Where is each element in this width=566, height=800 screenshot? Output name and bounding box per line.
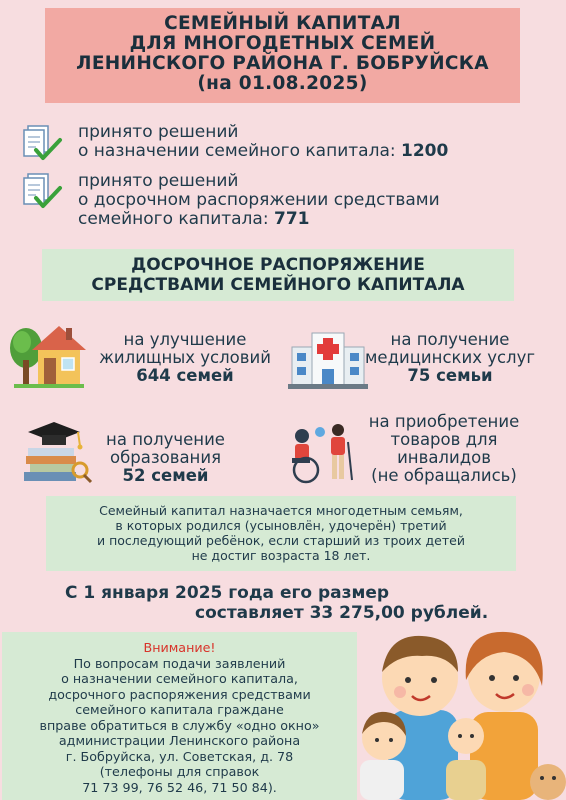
stat-early-line-3: семейного капитала: bbox=[78, 209, 274, 229]
category-housing bbox=[85, 331, 285, 385]
attention-heading: Внимание! bbox=[143, 640, 216, 655]
stat-assigned-value: 1200 bbox=[401, 141, 449, 161]
attention-line: администрации Ленинского района bbox=[58, 733, 301, 748]
category-housing-line-1: на улучшение bbox=[123, 330, 247, 349]
attention-line: По вопросам подачи заявлений bbox=[73, 655, 286, 671]
disability-icon bbox=[286, 418, 366, 488]
stat-assigned-line-2: о назначении семейного капитала: bbox=[78, 141, 401, 161]
attention-line: семейного капитала граждане bbox=[75, 702, 284, 717]
attention-line: 71 73 99, 76 52 46, 71 50 84). bbox=[82, 779, 277, 795]
eligibility-info bbox=[46, 496, 516, 571]
attention-line: (телефоны для справок bbox=[99, 764, 260, 779]
stat-early-line-1: принято решений bbox=[78, 171, 239, 191]
category-education-line-2: образования bbox=[110, 448, 221, 467]
info-line-4: не достиг возраста 18 лет. bbox=[191, 548, 371, 563]
category-education-line-1: на получение bbox=[106, 430, 225, 449]
info-line-3: и последующий ребёнок, если старший из троих детей bbox=[97, 533, 465, 548]
attention-line: г. Бобруйска, ул. Советская, д. 78 bbox=[65, 748, 294, 764]
title-banner bbox=[45, 8, 520, 103]
category-medical bbox=[350, 331, 550, 385]
category-housing-line-2: жилищных условий bbox=[99, 348, 271, 367]
title-line-3: ЛЕНИНСКОГО РАЙОНА Г. БОБРУЙСКА bbox=[76, 53, 489, 74]
stat-assigned bbox=[78, 123, 448, 161]
category-disability-status: (не обращались) bbox=[371, 466, 517, 485]
category-disability bbox=[364, 413, 524, 485]
document-check-icon bbox=[22, 124, 70, 164]
attention-line: вправе обратиться в службу «одно окно» bbox=[39, 717, 320, 733]
stat-assigned-line-1: принято решений bbox=[78, 122, 239, 142]
capital-size-line-1: С 1 января 2025 года его размер bbox=[65, 583, 390, 603]
category-education bbox=[88, 431, 243, 485]
attention-line: о назначении семейного капитала, bbox=[61, 671, 298, 686]
info-line-1: Семейный капитал назначается многодетным семьям, bbox=[99, 503, 463, 518]
subtitle-banner bbox=[42, 249, 514, 301]
category-disability-line-1: на приобретение bbox=[368, 412, 520, 431]
category-disability-line-3: инвалидов bbox=[397, 448, 491, 467]
capital-size-line-2: составляет 33 275,00 рублей. bbox=[195, 603, 489, 623]
category-medical-line-2: медицинских услуг bbox=[364, 348, 536, 367]
category-education-value: 52 семей bbox=[122, 466, 209, 485]
category-disability-line-2: товаров для bbox=[390, 430, 498, 449]
stat-early-line-2: о досрочном распоряжении средствами bbox=[78, 190, 440, 210]
category-medical-value: 75 семьи bbox=[407, 366, 493, 385]
category-medical-line-1: на получение bbox=[390, 330, 510, 349]
title-date: (на 01.08.2025) bbox=[197, 73, 368, 94]
family-illustration bbox=[358, 610, 566, 800]
title-line-2: ДЛЯ МНОГОДЕТНЫХ СЕМЕЙ bbox=[129, 33, 436, 54]
title-line-1: СЕМЕЙНЫЙ КАПИТАЛ bbox=[164, 13, 401, 34]
stat-early-disposal bbox=[78, 172, 440, 229]
house-icon bbox=[8, 318, 88, 390]
subtitle-line-1: ДОСРОЧНОЕ РАСПОРЯЖЕНИЕ bbox=[131, 255, 425, 275]
subtitle-line-2: СРЕДСТВАМИ СЕМЕЙНОГО КАПИТАЛА bbox=[91, 275, 465, 295]
category-housing-value: 644 семей bbox=[136, 366, 234, 385]
attention-line: досрочного распоряжения средствами bbox=[48, 686, 311, 702]
stat-early-value: 771 bbox=[273, 209, 310, 229]
education-icon bbox=[20, 418, 94, 486]
document-check-icon bbox=[22, 172, 70, 212]
info-line-2: в которых родился (усыновлён, удочерён) третий bbox=[115, 518, 447, 533]
attention-box bbox=[2, 632, 357, 800]
